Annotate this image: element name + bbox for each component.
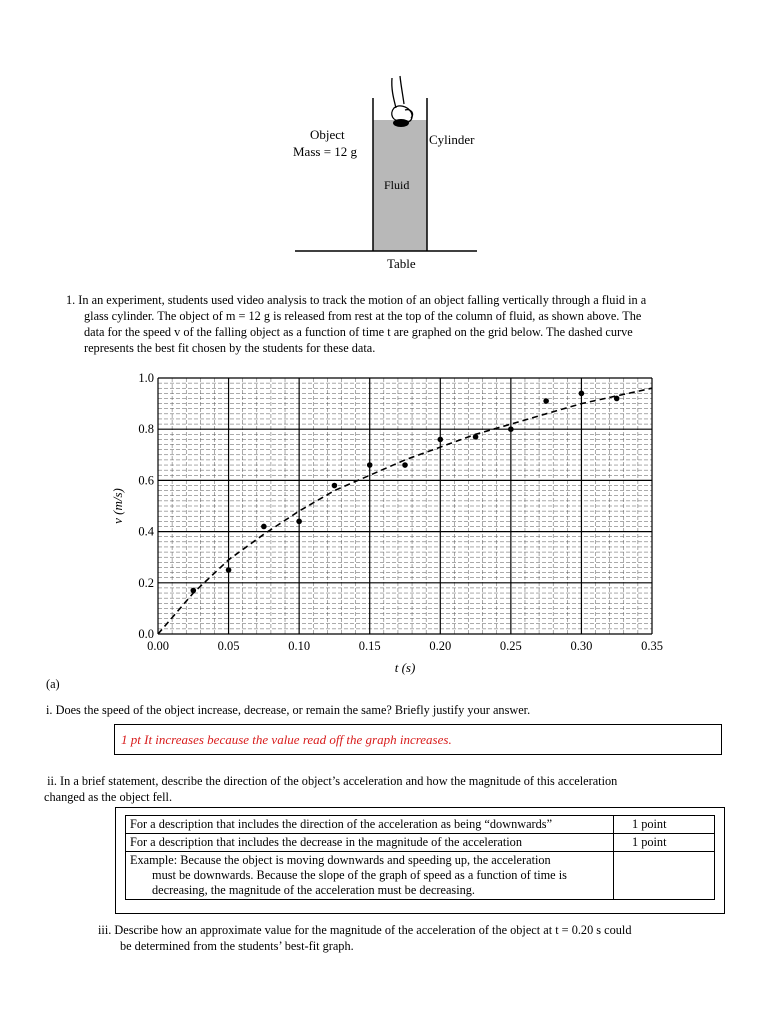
question-a-iii-line: be determined from the students’ best-fit graph. [120,939,354,953]
x-tick-label: 0.30 [570,639,593,653]
scoring-rubric [115,807,725,914]
chart-tick-labels [138,371,663,653]
y-tick-label: 0.8 [138,422,154,437]
y-tick-label: 0.0 [138,627,154,641]
data-point [473,434,479,440]
data-point [367,462,373,468]
rubric-example-line: Example: Because the object is moving downwards and speeding up, the acceleration [130,853,551,867]
question-a-ii-line: changed as the object fell. [44,790,173,804]
x-tick-label: 0.35 [641,639,663,653]
answer-a-i-text: 1 pt It increases because the value read off the graph increases. [121,732,452,747]
data-point [579,391,585,397]
rubric-points [614,852,715,900]
rubric-example [126,852,614,900]
x-axis-label: t (s) [394,660,416,675]
x-tick-label: 0.10 [288,639,311,653]
question-a-ii [44,773,617,805]
data-point [332,483,338,489]
x-tick-label: 0.00 [147,639,169,653]
rubric-example-line: decreasing, the magnitude of the acceleration must be decreasing. [152,883,475,897]
speed-time-graph [100,368,670,678]
data-point [226,567,232,573]
data-point [508,426,514,432]
y-tick-label: 0.4 [138,524,154,539]
x-tick-label: 0.15 [358,639,381,653]
rubric-example-line: must be downwards. Because the slope of the graph of speed as a function of time is [152,868,567,882]
question-1-line: represents the best fit chosen by the students for these data. [84,341,376,355]
part-a-label: (a) [46,677,60,691]
y-tick-label: 0.2 [138,575,154,590]
question-a-i: i. Does the speed of the object increase, decrease, or remain the same? Briefly justify your answer. [46,703,531,717]
question-a-ii-line: ii. In a brief statement, describe the direction of the object’s acceleration and how the magnitude of this acceleration [44,774,618,788]
rubric-criterion: For a description that includes the decrease in the magnitude of the acceleration [126,834,614,852]
table-label: Table [387,256,416,271]
y-axis-label: v (m/s) [110,488,125,524]
data-point [261,524,267,530]
data-point [543,398,549,404]
question-1-text [66,292,646,356]
question-1-line: data for the speed v of the falling object as a function of time t are graphed on the grid below. The dashed curve [84,325,633,339]
cylinder-apparatus-figure [255,70,495,275]
rubric-criterion: For a description that includes the direction of the acceleration as being “downwards” [126,816,614,834]
question-a-iii-line: iii. Describe how an approximate value for the magnitude of the acceleration of the object at t = 0.20 s could [98,923,632,937]
answer-box-a-i [114,724,722,755]
rubric-row [126,816,715,834]
data-point [296,519,302,525]
data-point [437,437,443,443]
y-tick-label: 0.6 [138,473,154,488]
object-label: Object [310,127,345,142]
rubric-points: 1 point [614,816,715,834]
mass-label: Mass = 12 g [293,144,358,159]
data-point [190,588,196,594]
y-tick-label: 1.0 [138,371,154,385]
cylinder-label: Cylinder [429,132,475,147]
question-1-line: glass cylinder. The object of m = 12 g is released from rest at the top of the column of fluid, as shown above. The [84,309,642,323]
x-tick-label: 0.05 [217,639,240,653]
rubric-row [126,834,715,852]
rubric-table [125,815,715,900]
rubric-points: 1 point [614,834,715,852]
data-points [190,391,619,594]
hand-holding-object-icon [392,76,413,122]
x-tick-label: 0.20 [429,639,452,653]
x-tick-label: 0.25 [499,639,522,653]
question-a-iii [98,922,631,954]
fluid-label: Fluid [384,178,410,192]
object-mass [393,119,409,127]
data-point [614,396,620,402]
data-point [402,462,408,468]
question-1-line: 1. In an experiment, students used video analysis to track the motion of an object falling vertically through a fluid in a [66,293,647,307]
rubric-row [126,852,715,900]
chart-grid-minor [158,378,652,634]
